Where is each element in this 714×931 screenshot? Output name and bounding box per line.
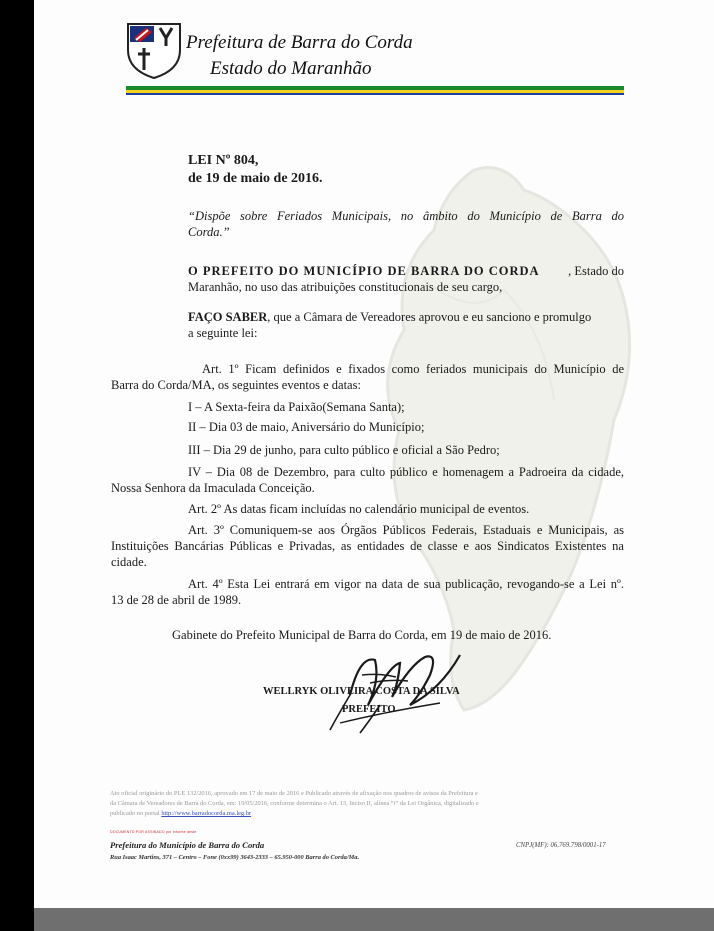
header-title: Prefeitura de Barra do Corda [186, 32, 413, 53]
law-date: de 19 de maio de 2016. [188, 171, 323, 186]
preamble-line-1 [188, 263, 624, 279]
art2: Art. 2º As datas ficam incluídas no calendário municipal de eventos. [188, 502, 530, 516]
red-note: DOCUMENTO POR ASSINADO por informe deste [110, 830, 197, 834]
preamble-mayor: O PREFEITO DO MUNICÍPIO DE BARRA DO CORDA [188, 264, 540, 278]
footnote-line-2: da Câmara de Vereadores de Barra do Corda, em: 19/05/2016, conforme determina o Art. 13, Inciso II, alínea “i” da Lei Orgânica, digitalizado e [110, 800, 479, 807]
ementa-line-2: Corda.” [188, 225, 230, 239]
ementa-line-1: “Dispõe sobre Feriados Municipais, no âmbito do Município de Barra do [188, 209, 624, 223]
faco-saber: FAÇO SABER [188, 310, 268, 324]
faco-saber-rest: , que a Câmara de Vereadores aprovou e eu sanciono e promulgo [267, 310, 592, 324]
holiday-item-3: III – Dia 29 de junho, para culto público e oficial a São Pedro; [188, 443, 500, 457]
footnote-line-1: Ato oficial originário do PLE 132/2016, aprovado em 17 de maio de 2016 e Publicado através de afixação nos quadros de avisos da Prefeitura e [110, 790, 478, 797]
portal-link[interactable]: http://www.barradocorda.ma.leg.br [161, 810, 252, 817]
art1-line-2: Barra do Corda/MA, os seguintes eventos e datas: [111, 378, 361, 392]
header-stripe-blue [126, 93, 624, 95]
preamble-state: , Estado do [568, 264, 624, 278]
gabinete-line: Gabinete do Prefeito Municipal de Barra do Corda, em 19 de maio de 2016. [172, 628, 552, 642]
footer-address: Rua Isaac Martins, 371 – Centro – Fone (0xx99) 3643-2333 – 65.950-000 Barra do Corda/Ma. [110, 854, 360, 861]
bottom-bar [34, 908, 714, 931]
art4-line-1: Art. 4º Esta Lei entrará em vigor na data de sua publicação, revogando-se a Lei nº. [188, 577, 624, 591]
signer-name: WELLRYK OLIVEIRA COSTA DA SILVA [263, 686, 460, 697]
holiday-item-1: I – A Sexta-feira da Paixão(Semana Santa); [188, 400, 405, 414]
footnote-line-3 [110, 810, 251, 817]
faco-saber-line-2: a seguinte lei: [188, 326, 258, 340]
footer-cnpj: CNPJ(MF): 06.769.798/0001-17 [516, 842, 606, 849]
art1-line-1: Art. 1º Ficam definidos e fixados como feriados municipais do Município de [202, 362, 624, 376]
art3-line-3: cidade. [111, 555, 147, 569]
footnote-prefix: publicado no portal [110, 810, 160, 817]
document-page [34, 0, 714, 908]
holiday-item-4-line-1: IV – Dia 08 de Dezembro, para culto público e homenagem a Padroeira da cidade, [188, 465, 624, 479]
art3-line-1: Art. 3º Comuniquem-se aos Órgãos Públicos Federais, Estaduais e Municipais, as [188, 523, 624, 537]
art4-line-2: 13 de 28 de abril de 1989. [111, 593, 242, 607]
holiday-item-4-line-2: Nossa Senhora da Imaculada Conceição. [111, 481, 315, 495]
header-subtitle: Estado do Maranhão [210, 58, 372, 79]
faco-saber-line-1 [188, 309, 591, 325]
signer-title: PREFEITO [342, 704, 396, 715]
footer-name: Prefeitura do Município de Barra do Corda [110, 840, 265, 850]
law-number: LEI Nº 804, [188, 153, 259, 168]
preamble-line-2: Maranhão, no uso das atribuições constitucionais de seu cargo, [188, 280, 503, 294]
art3-line-2: Instituições Bancárias Públicas e Privadas, as entidades de classe e aos Sindicatos Existentes na [111, 539, 624, 553]
coat-of-arms-icon [124, 20, 184, 80]
holiday-item-2: II – Dia 03 de maio, Aniversário do Município; [188, 420, 425, 434]
